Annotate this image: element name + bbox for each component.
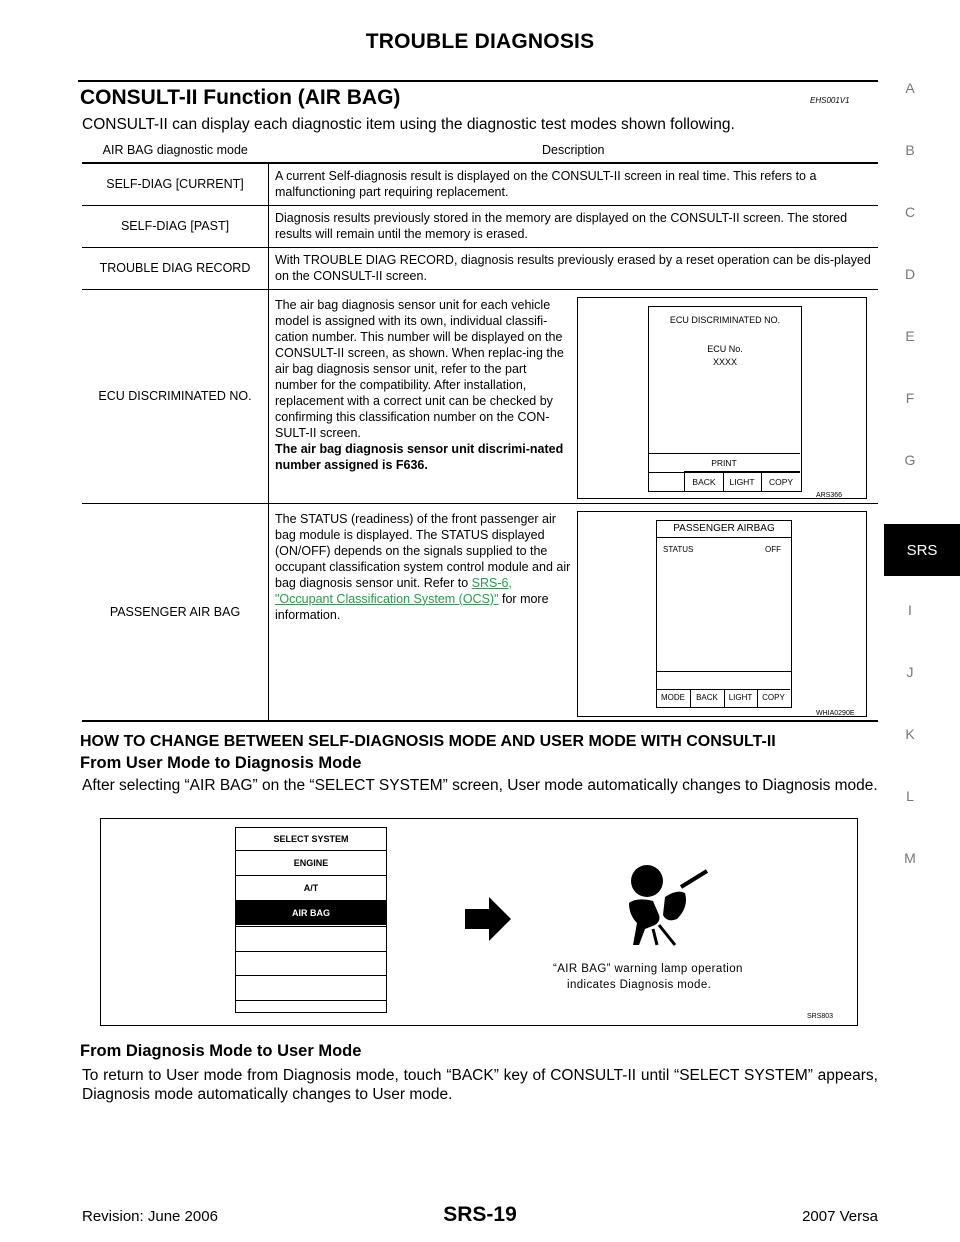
pab-status-label: STATUS (663, 544, 694, 554)
pab-status-value: OFF (765, 544, 781, 554)
side-index-k[interactable]: K (905, 726, 915, 742)
ecu-description-bold: The air bag diagnosis sensor unit discrimi-nated number assigned is F636. (275, 442, 564, 472)
select-system-screen (235, 827, 387, 1013)
table-cell-description: Diagnosis results previously stored in the memory are displayed on the CONSULT-II screen. The stored results will remain until the memory is erased. (269, 205, 879, 247)
side-index-f[interactable]: F (905, 390, 915, 406)
passenger-airbag-screen-figure (577, 511, 867, 717)
side-index-e[interactable]: E (905, 328, 915, 344)
footer-revision: Revision: June 2006 (82, 1208, 218, 1225)
figure-frame (577, 511, 867, 717)
airbag-warning-lamp-icon (619, 863, 719, 947)
passenger-airbag-screen (656, 520, 792, 708)
section-title: CONSULT-II Function (AIR BAG) (80, 86, 401, 109)
table-header-description: Description (269, 138, 879, 163)
side-index-srs-tab[interactable]: SRS (884, 524, 960, 576)
subheading-diagnosis-to-user: From Diagnosis Mode to User Mode (80, 1042, 362, 1060)
pab-button-divider (657, 671, 791, 672)
figure-code: SRS803 (807, 1013, 834, 1020)
side-index-b[interactable]: B (905, 142, 915, 158)
figure-code: WHIA0290E (816, 709, 855, 717)
table-cell-mode: TROUBLE DIAG RECORD (82, 247, 269, 289)
side-index-i[interactable]: I (908, 602, 912, 618)
right-arrow-icon (465, 897, 511, 941)
table-cell-description: A current Self-diagnosis result is displayed on the CONSULT-II screen in real time. This refers to a malfunctioning part requiring replacement. (269, 163, 879, 205)
menu-item-at[interactable]: A/T (236, 876, 386, 901)
pab-description-after: for more information. (275, 591, 549, 622)
table-header-row (82, 138, 878, 163)
light-button[interactable]: LIGHT (724, 689, 758, 707)
menu-item-empty (236, 976, 386, 1001)
table-row (82, 503, 878, 721)
mode-button[interactable]: MODE (656, 689, 691, 707)
ecu-no-value: XXXX (712, 357, 737, 367)
ecu-screen (648, 306, 802, 492)
table-cell-mode: SELF-DIAG [CURRENT] (82, 163, 269, 205)
header-rule (78, 80, 878, 82)
side-index-g[interactable]: G (904, 452, 916, 468)
paragraph-user-to-diagnosis: After selecting “AIR BAG” on the “SELECT SYSTEM” screen, User mode automatically changes to Diagnosis mode. (82, 777, 878, 794)
figure-code: ARS366 (816, 492, 843, 499)
menu-item-air-bag-selected[interactable]: AIR BAG (236, 901, 386, 925)
select-system-figure (100, 818, 858, 1026)
section-code: EHS001V1 (810, 96, 850, 105)
light-button[interactable]: LIGHT (723, 471, 762, 491)
ecu-description-text: The air bag diagnosis sensor unit for each vehicle model is assigned with its own, individual classifi-cation number. This number will be displayed on the CONSULT-II screen, as shown. When replac-ing the air bag diagnosis sensor unit, refer to the part number for the compatibility. After installation, replacement with a correct unit can be checked by confirming this classification number on the CON-SULT-II screen. (275, 298, 564, 440)
ocs-reference-link[interactable]: SRS-6, "Occupant Classification System (OCS)" (275, 575, 512, 606)
table-row (82, 247, 878, 289)
copy-button[interactable]: COPY (757, 689, 790, 707)
table-header-mode: AIR BAG diagnostic mode (82, 138, 269, 163)
figure-frame (577, 297, 867, 499)
side-index-j[interactable]: J (906, 664, 914, 680)
select-caption-line2: indicates Diagnosis mode. (567, 979, 712, 991)
footer-page-number: SRS-19 (443, 1203, 517, 1226)
side-index-l[interactable]: L (906, 788, 914, 804)
table-row (82, 289, 878, 503)
section-intro: CONSULT-II can display each diagnostic item using the diagnostic test modes shown following. (82, 116, 735, 133)
ecu-screen-title: ECU DISCRIMINATED NO. (669, 315, 781, 325)
side-index-a[interactable]: A (905, 80, 915, 96)
select-caption-line1: “AIR BAG” warning lamp operation (553, 963, 743, 975)
howto-heading: HOW TO CHANGE BETWEEN SELF-DIAGNOSIS MODE AND USER MODE WITH CONSULT-II (80, 733, 776, 750)
subheading-user-to-diagnosis: From User Mode to Diagnosis Mode (80, 754, 362, 772)
table-cell-mode: PASSENGER AIR BAG (82, 503, 269, 721)
pab-screen-title: PASSENGER AIRBAG (657, 521, 791, 538)
table-cell-mode: SELF-DIAG [PAST] (82, 205, 269, 247)
menu-item-engine[interactable]: ENGINE (236, 851, 386, 876)
diagnostic-mode-table (82, 138, 878, 722)
ecu-screen-figure (577, 297, 867, 499)
menu-item-empty (236, 951, 386, 976)
table-cell-description (269, 289, 879, 503)
pab-description-text: The STATUS (readiness) of the front passenger air bag module is displayed. The STATUS displayed (ON/OFF) depends on the signals supplied to the occupant classification system control module and air bag diagnosis sensor unit. Refer to (275, 511, 571, 590)
select-system-title: SELECT SYSTEM (236, 828, 386, 851)
back-button[interactable]: BACK (690, 689, 725, 707)
menu-item-empty (236, 926, 386, 952)
copy-button[interactable]: COPY (762, 471, 800, 491)
page-header-title: TROUBLE DIAGNOSIS (365, 30, 595, 53)
table-row (82, 205, 878, 247)
table-cell-description (269, 503, 879, 721)
table-row (82, 163, 878, 205)
footer-model: 2007 Versa (802, 1208, 878, 1225)
ecu-no-label: ECU No. (707, 344, 743, 354)
side-index-c[interactable]: C (904, 204, 916, 220)
side-index-d[interactable]: D (904, 266, 916, 282)
table-cell-description: With TROUBLE DIAG RECORD, diagnosis results previously erased by a reset operation can be dis-played on the CONSULT-II screen. (269, 247, 879, 289)
back-button[interactable]: BACK (684, 471, 724, 491)
paragraph-diagnosis-to-user: To return to User mode from Diagnosis mode, touch “BACK” key of CONSULT-II until “SELECT SYSTEM” appears, Diagnosis mode automatically changes to User mode. (82, 1067, 878, 1103)
print-button[interactable]: PRINT (648, 453, 800, 473)
side-index-m[interactable]: M (904, 850, 916, 866)
table-cell-mode: ECU DISCRIMINATED NO. (82, 289, 269, 503)
